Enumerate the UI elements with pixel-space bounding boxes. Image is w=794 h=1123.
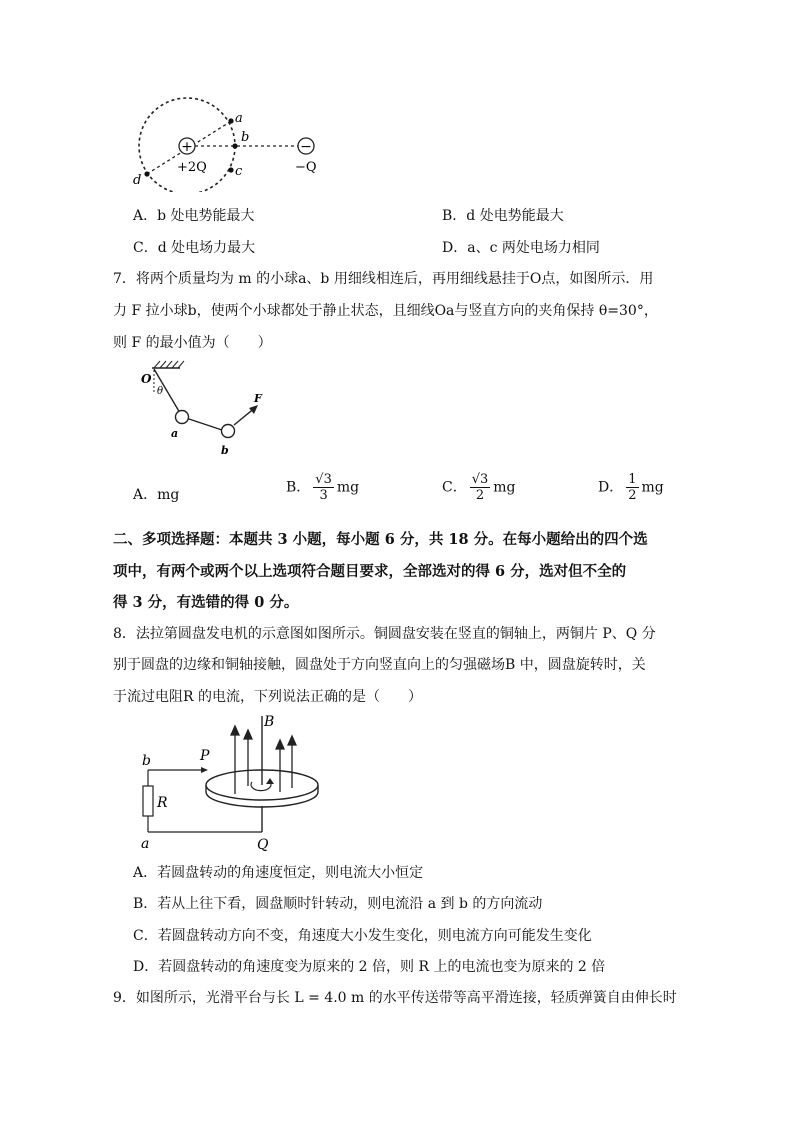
section2-heading-line2: 项中，有两个或两个以上选项符合题目要求，全部选对的得 6 分，选对但不全的: [113, 563, 627, 580]
q8-stem-line3: 于流过电阻R 的电流，下列说法正确的是（ ）: [113, 689, 422, 705]
q7-option-b: B． $\frac{√3}{3}$ mg: [286, 472, 360, 503]
q8-figure: [130, 712, 330, 854]
q7-option-a: A．mg: [133, 487, 180, 503]
q7-figure: [130, 360, 280, 460]
positive-charge-sign: +: [181, 139, 193, 155]
q8-option-a: A．若圆盘转动的角速度恒定，则电流大小恒定: [133, 865, 424, 881]
label-a: a: [171, 427, 179, 440]
ball-a: [176, 411, 189, 424]
force-arrowhead-icon: [249, 405, 258, 414]
positive-charge-label: +2Q: [177, 160, 207, 175]
label-f: F: [254, 392, 262, 405]
ball-b: [222, 425, 235, 438]
q7-option-c: C． $\frac{√3}{2}$ mg: [442, 472, 516, 503]
point-d: [144, 171, 149, 176]
q6-option-d: D．a、c 两处电场力相同: [442, 240, 600, 256]
label-a: a: [235, 111, 243, 126]
string-ab: [186, 418, 222, 430]
label-c: c: [235, 164, 243, 179]
label-b-node: b: [142, 753, 151, 769]
q7-stem-line2: 力 F 拉小球b，使两个小球都处于静止状态，且细线Oa与竖直方向的夹角保持 θ=30°，: [113, 303, 658, 319]
label-theta: θ: [157, 386, 164, 397]
q7-stem-line1: 7．将两个质量均为 m 的小球a、b 用细线相连后，再用细线悬挂于O点，如图所示．用: [113, 271, 654, 287]
label-b-field: B: [264, 714, 275, 730]
q8-option-b: B．若从上往下看，圆盘顺时针转动，则电流沿 a 到 b 的方向流动: [133, 896, 543, 912]
q9-stem-line1: 9．如图所示，光滑平台与长 L = 4.0 m 的水平传送带等高平滑连接，轻质弹簧自由伸长时: [113, 990, 677, 1006]
q8-option-d: D．若圆盘转动的角速度变为原来的 2 倍，则 R 上的电流也变为原来的 2 倍: [133, 959, 606, 975]
q7-option-d: D． $\frac{1}{2}$ mg: [598, 472, 664, 503]
fraction-1-over-2: $\frac{1}{2}$: [628, 472, 637, 503]
label-d: d: [133, 173, 142, 188]
label-p: P: [200, 748, 210, 764]
negative-charge-label: −Q: [295, 160, 317, 175]
point-a: [228, 118, 233, 123]
label-a-node: a: [141, 836, 150, 852]
q6-option-b: B．d 处电势能最大: [442, 208, 564, 224]
fraction-sqrt3-over-2: $\frac{√3}{2}$: [471, 472, 489, 503]
q8-stem-line2: 别于圆盘的边缘和铜轴接触，圆盘处于方向竖直向上的匀强磁场B 中，圆盘旋转时，关: [113, 657, 646, 673]
label-o: O: [141, 372, 152, 386]
q6-option-c: C．d 处电场力最大: [133, 240, 256, 256]
label-b: b: [221, 444, 229, 457]
q6-figure: [125, 92, 335, 192]
label-r: R: [157, 795, 168, 811]
label-b: b: [241, 130, 250, 145]
point-c: [228, 167, 233, 172]
label-q: Q: [257, 837, 269, 853]
negative-charge-sign: −: [300, 139, 312, 155]
q8-stem-line1: 8．法拉第圆盘发电机的示意图如图所示。铜圆盘安装在竖直的铜轴上，两铜片 P、Q 分: [113, 626, 656, 642]
q8-option-c: C．若圆盘转动方向不变，角速度大小发生变化，则电流方向可能发生变化: [133, 928, 592, 944]
section2-heading-line3: 得 3 分，有选错的得 0 分。: [113, 594, 299, 611]
q7-stem-line3: 则 F 的最小值为（ ）: [113, 335, 272, 351]
resistor-r: [143, 786, 153, 816]
point-b: [232, 143, 237, 148]
q6-option-a: A．b 处电势能最大: [133, 208, 255, 224]
section2-heading-line1: 二、多项选择题：本题共 3 小题，每小题 6 分，共 18 分。在每小题给出的四个选: [113, 531, 648, 548]
fraction-sqrt3-over-3: $\frac{√3}{3}$: [315, 472, 332, 503]
